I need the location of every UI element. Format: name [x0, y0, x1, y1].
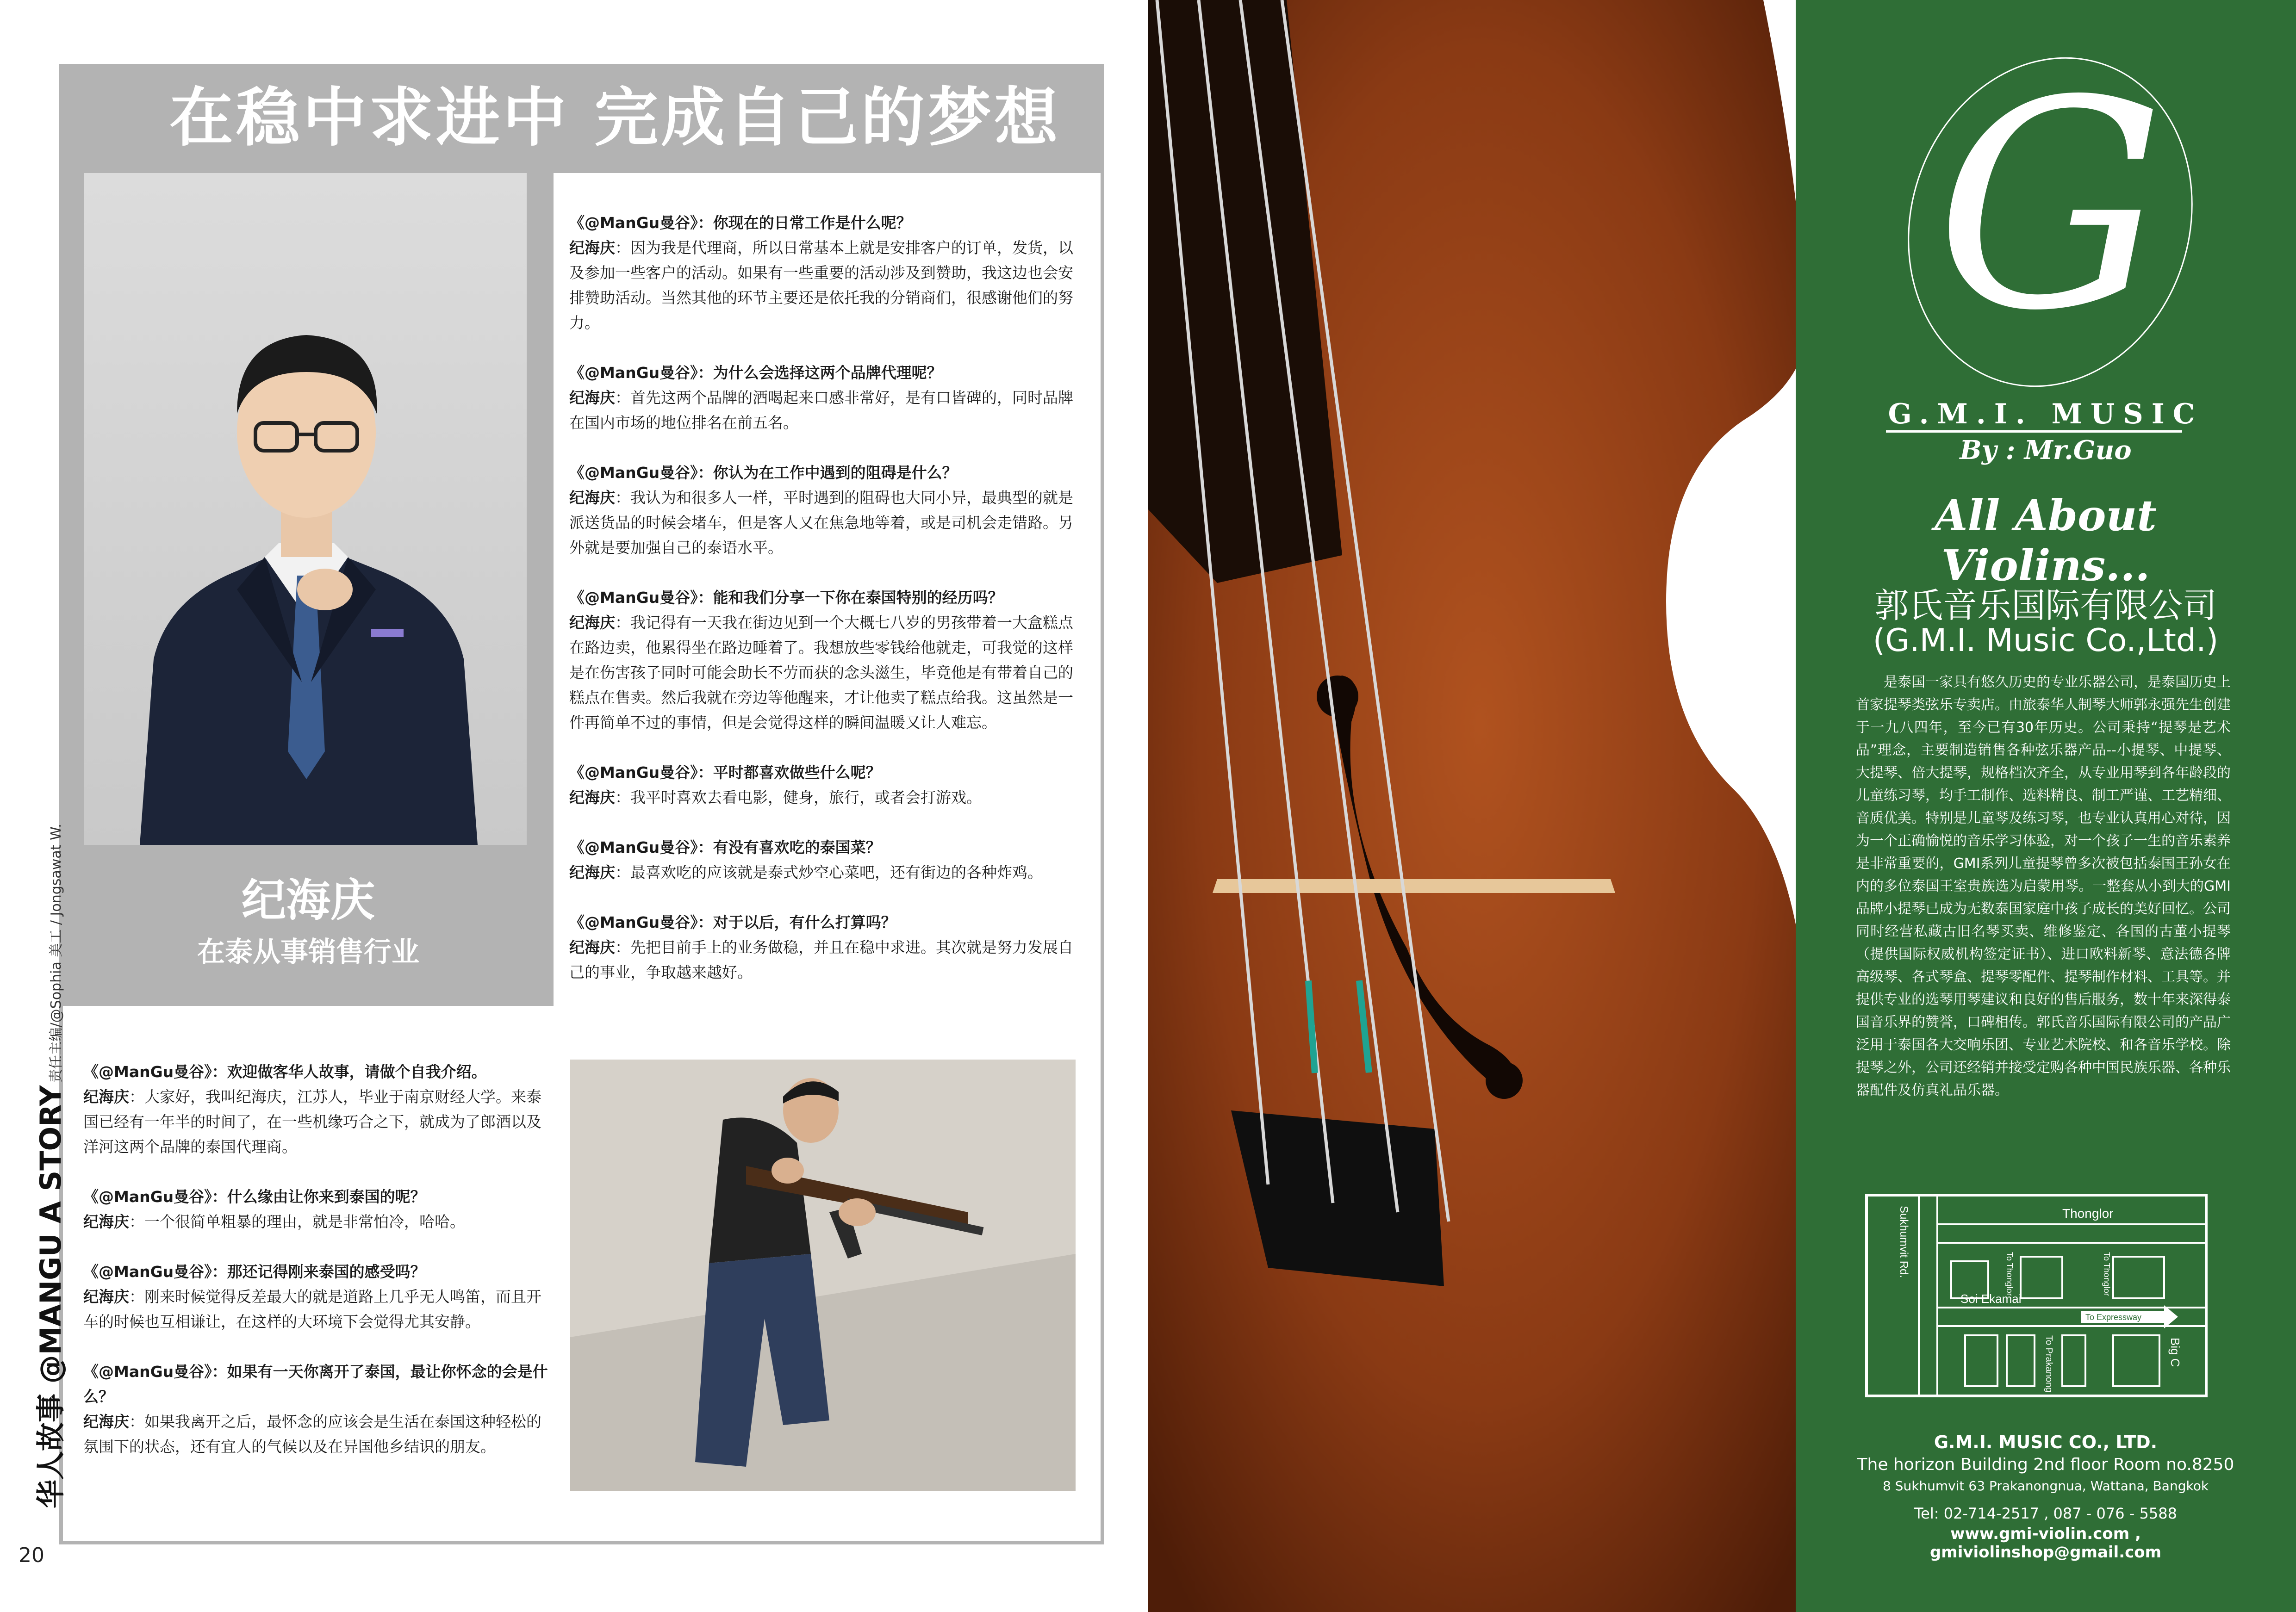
question: 《@ManGu曼谷》：你现在的日常工作是什么呢？ — [569, 214, 912, 232]
qa-item — [83, 1184, 551, 1234]
qa-item — [569, 211, 1078, 335]
answer-text: ：先把目前手上的业务做稳，并且在稳中求进。其次就是努力发展自己的事业，争取越来越好。 — [569, 938, 1073, 981]
map-label-thonglor: Thonglor — [2062, 1206, 2114, 1221]
speaker: 纪海庆 — [569, 938, 615, 956]
speaker: 纪海庆 — [83, 1088, 129, 1106]
map-label-sukhumvit: Sukhumvit Rd. — [1898, 1206, 1910, 1278]
question: 《@ManGu曼谷》：如果有一天你离开了泰国，最让你怀念的会是什么？ — [83, 1363, 548, 1406]
answer — [569, 385, 1078, 435]
qa-item — [569, 910, 1078, 985]
answer-text: ：大家好，我叫纪海庆，江苏人，毕业于南京财经大学。来泰国已经有一年半的时间了，在一些机缘巧合之下，就成为了郎酒以及洋河这两个品牌的泰国代理商。 — [83, 1088, 541, 1156]
answer-text: ：一个很简单粗暴的理由，就是非常怕冷，哈哈。 — [129, 1213, 465, 1231]
question: 《@ManGu曼谷》：能和我们分享一下你在泰国特别的经历吗？ — [569, 589, 1003, 607]
map-drawing — [1868, 1197, 2205, 1395]
qa-item — [83, 1060, 551, 1159]
qa-item — [569, 760, 1078, 810]
company-description: 是泰国一家具有悠久历史的专业乐器公司，是泰国历史上首家提琴类弦乐专卖店。由旅泰华人制琴大师郭永强先生创建于一九八四年，至今已有30年历史。公司秉持“提琴是艺术品”理念，主要制造销售各种弦乐器产品--小提琴、中提琴、大提琴、倍大提琴，规格档次齐全，从专业用琴到各年龄段的儿童练习琴，均手工制作、选料精良、制工严谨、工艺精细、音质优美。特别是儿童琴及练习琴，也专业认真用心对待，因为一个正确愉悦的音乐学习体验，对一个孩子一生的音乐素养是非常重要的，GMI系列儿童提琴曾多次被包括泰国王孙女在内的多位泰国王室贵族选为启蒙用琴。一整套从小到大的GMI品牌小提琴已成为无数泰国家庭中孩子成长的美好回忆。公司同时经营私藏古旧名琴买卖、维修鉴定、各国的古董小提琴（提供国际权威机构签定证书）、进口欧料新琴、意法德各牌高级琴、各式琴盒、提琴零配件、提琴制作材料、工具等。并提供专业的选琴用琴建议和良好的售后服务，数十年来深得泰国音乐界的赞誉，口碑相传。郭氏音乐国际有限公司的产品广泛用于泰国各大交响乐团、专业艺术院校、和各音乐学校。除提琴之外，公司还经销并接受定购各种中国民族乐器、各种乐器配件及仿真礼品乐器。 — [1856, 674, 2231, 1098]
portrait-illustration — [84, 173, 527, 845]
answer — [569, 236, 1078, 335]
company-name-en: (G.M.I. Music Co.,Ltd.) — [1873, 622, 2219, 659]
answer — [569, 785, 1078, 810]
action-photo — [570, 1060, 1076, 1491]
speaker: 纪海庆 — [83, 1213, 129, 1231]
map-label-expressway: To Expressway — [2085, 1313, 2142, 1322]
answer — [569, 935, 1078, 985]
side-credit — [28, 824, 69, 1508]
speaker: 纪海庆 — [83, 1288, 129, 1306]
answer-text: ：我平时喜欢去看电影，健身，旅行，或者会打游戏。 — [615, 788, 982, 806]
question: 《@ManGu曼谷》：什么缘由让你来到泰国的呢？ — [83, 1188, 426, 1206]
column-title: 华人故事 @MANGU A STORY — [34, 1085, 68, 1508]
footer-phone: Tel: 02-714-2517 , 087 - 076 - 5588 — [1914, 1505, 2177, 1522]
gmi-logo-icon — [1884, 46, 2217, 398]
map-label-big-c: Big C — [2168, 1338, 2182, 1367]
answer-text: ：首先这两个品牌的酒喝起来口感非常好，是有口皆碑的，同时品牌在国内市场的地位排名在前五名。 — [569, 389, 1073, 432]
violin-illustration — [1148, 0, 1879, 1612]
map-label-soi-ekamai: Soi Ekamai — [1960, 1292, 2022, 1306]
qa-item — [569, 460, 1078, 560]
action-photo-illustration — [570, 1060, 1076, 1491]
speaker: 纪海庆 — [569, 788, 615, 806]
answer — [83, 1284, 551, 1334]
qa-item — [83, 1259, 551, 1334]
speaker: 纪海庆 — [569, 239, 615, 257]
footer-address-1: The horizon Building 2nd floor Room no.8250 — [1857, 1455, 2234, 1474]
speaker: 纪海庆 — [569, 389, 615, 407]
editor-credit: 责任主编/@Sophia 美工 / Jongsawat W. — [48, 824, 64, 1083]
brand-name: G.M.I. MUSIC — [1888, 398, 2203, 430]
qa-item — [83, 1359, 551, 1459]
answer-text: ：如果我离开之后，最怀念的应该会是生活在泰国这种轻松的氛围下的状态，还有宜人的气候以及在异国他乡结识的朋友。 — [83, 1413, 541, 1456]
page-number: 20 — [19, 1544, 44, 1567]
speaker: 纪海庆 — [569, 614, 615, 632]
answer-text: ：我记得有一天我在街边见到一个大概七八岁的男孩带着一大盒糕点在路边卖，他累得坐在路边睡着了。我想放些零钱给他就走，可我觉的这样是在伤害孩子同时可能会助长不劳而获的念头滋生，毕竟他是有带着自己的糕点在售卖。然后我就在旁边等他醒来，才让他卖了糕点给我。这虽然是一件再简单不过的事情，但是会觉得这样的瞬间温暖又让人难忘。 — [569, 614, 1073, 732]
question: 《@ManGu曼谷》：对于以后，有什么打算吗？ — [569, 913, 896, 931]
answer — [83, 1409, 551, 1459]
question: 《@ManGu曼谷》：欢迎做客华人故事，请做个自我介绍。 — [83, 1063, 487, 1081]
answer — [569, 860, 1078, 885]
answer-text: ：刚来时候觉得反差最大的就是道路上几乎无人鸣笛，而且开车的时候也互相谦让，在这样的大环境下会觉得尤其安静。 — [83, 1288, 541, 1331]
qa-item — [569, 585, 1078, 735]
brand-by: By : Mr.Guo — [1960, 435, 2132, 465]
map-label-to-thonglor-2: To Thonglor — [2102, 1252, 2111, 1296]
qa-column-right — [569, 211, 1078, 1010]
speaker: 纪海庆 — [83, 1413, 129, 1431]
question: 《@ManGu曼谷》：有没有喜欢吃的泰国菜？ — [569, 838, 881, 856]
question: 《@ManGu曼谷》：平时都喜欢做些什么呢？ — [569, 763, 881, 781]
company-name-cn: 郭氏音乐国际有限公司 — [1874, 586, 2217, 626]
question: 《@ManGu曼谷》：你认为在工作中遇到的阻碍是什么？ — [569, 464, 958, 482]
answer — [83, 1085, 551, 1159]
footer-address-2: 8 Sukhumvit 63 Prakanongnua, Wattana, Bangkok — [1882, 1478, 2209, 1494]
location-map — [1865, 1194, 2208, 1397]
qa-item — [569, 835, 1078, 885]
person-title: 在泰从事销售行业 — [197, 936, 419, 968]
logo-letter: G — [1935, 46, 2165, 373]
footer-website[interactable]: www.gmi-violin.com , gmiviolinshop@gmail.com — [1929, 1525, 2162, 1562]
portrait-photo — [84, 173, 527, 845]
qa-item — [569, 360, 1078, 435]
answer-text: ：最喜欢吃的应该就是泰式炒空心菜吧，还有街边的各种炸鸡。 — [615, 863, 1043, 881]
footer-company: G.M.I. MUSIC CO., LTD. — [1934, 1432, 2158, 1452]
answer — [569, 610, 1078, 735]
speaker: 纪海庆 — [569, 489, 615, 507]
tagline: All About Violins... — [1935, 490, 2157, 590]
brand-divider — [1886, 430, 2182, 433]
answer — [83, 1209, 551, 1234]
person-name: 纪海庆 — [242, 874, 375, 926]
qa-column-bottom — [83, 1060, 551, 1484]
question: 《@ManGu曼谷》：那还记得刚来泰国的感受吗？ — [83, 1263, 426, 1281]
headline: 在稳中求进中 完成自己的梦想 — [169, 81, 1061, 155]
speaker: 纪海庆 — [569, 863, 615, 881]
violin-photo — [1148, 0, 1879, 1612]
answer-text: ：因为我是代理商，所以日常基本上就是安排客户的订单，发货，以及参加一些客户的活动。如果有一些重要的活动涉及到赞助，我这边也会安排赞助活动。当然其他的环节主要还是依托我的分销商们，很感谢他们的努力。 — [569, 239, 1073, 332]
answer-text: ：我认为和很多人一样，平时遇到的阻碍也大同小异，最典型的就是派送货品的时候会堵车，但是客人又在焦急地等着，或是司机会走错路。另外就是要加强自己的泰语水平。 — [569, 489, 1073, 557]
question: 《@ManGu曼谷》：为什么会选择这两个品牌代理呢？ — [569, 364, 942, 382]
map-label-to-thonglor-1: To Thonglor — [2005, 1252, 2014, 1296]
answer — [569, 485, 1078, 560]
map-label-to-prakanong: To Prakanong — [2044, 1335, 2054, 1393]
